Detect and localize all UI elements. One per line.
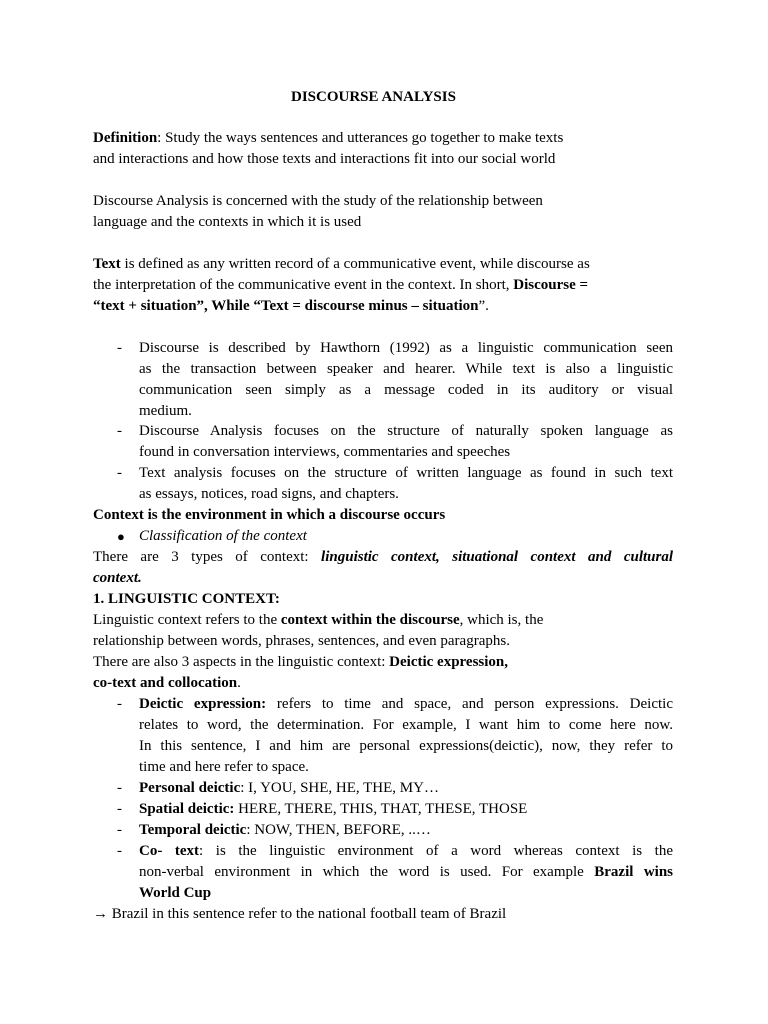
bullet-dash: - bbox=[117, 465, 122, 481]
deictic-line-1: Deictic expression: refers to time and space, and person expressions. Deictic bbox=[139, 696, 673, 712]
bullet-1-line-2: as the transaction between speaker and hearer. While text is also a linguistic bbox=[139, 361, 673, 377]
concern-line-2: language and the contexts in which it is used bbox=[93, 214, 362, 230]
arrow-note: → Brazil in this sentence refer to the national football team of Brazil bbox=[93, 906, 507, 922]
definition-line-2: and interactions and how those texts and interactions fit into our social world bbox=[93, 151, 556, 167]
right-arrow-icon: → bbox=[93, 906, 108, 922]
personal-deictic-item: Personal deictic: I, YOU, SHE, HE, THE, MY… bbox=[139, 780, 439, 796]
definition-label: Definition bbox=[93, 130, 158, 146]
bullet-1-line-1: Discourse is described by Hawthorn (1992) as a linguistic communication seen bbox=[139, 340, 673, 356]
temporal-deictic-item: Temporal deictic: NOW, THEN, BEFORE, ..… bbox=[139, 822, 431, 838]
linguistic-line-3: There are also 3 aspects in the linguistic context: Deictic expression, bbox=[93, 654, 509, 670]
text-def-line-2: the interpretation of the communicative event in the context. In short, Discourse = bbox=[93, 277, 589, 293]
bullet-dash: - bbox=[117, 822, 122, 838]
bullet-dash: - bbox=[117, 843, 122, 859]
classification-item: Classification of the context bbox=[139, 528, 307, 544]
cotext-line-2: non-verbal environment in which the word is used. For example Brazil wins bbox=[139, 864, 673, 880]
round-bullet: ● bbox=[117, 529, 125, 544]
text-def-line-1: Text is defined as any written record of a communicative event, while discourse as bbox=[93, 256, 590, 272]
cotext-line-3: World Cup bbox=[139, 885, 212, 901]
bullet-3-line-1: Text analysis focuses on the structure of written language as found in such text bbox=[139, 465, 673, 481]
context-heading: Context is the environment in which a discourse occurs bbox=[93, 507, 446, 523]
types-line-2: context. bbox=[93, 570, 142, 586]
concern-line-1: Discourse Analysis is concerned with the study of the relationship between bbox=[93, 193, 543, 209]
linguistic-line-1: Linguistic context refers to the context within the discourse, which is, the bbox=[93, 612, 544, 628]
bullet-dash: - bbox=[117, 696, 122, 712]
spatial-deictic-item: Spatial deictic: HERE, THERE, THIS, THAT, THESE, THOSE bbox=[139, 801, 528, 817]
bullet-1-line-4: medium. bbox=[139, 403, 192, 419]
definition-line-1: Definition: Study the ways sentences and utterances go together to make texts bbox=[93, 130, 564, 146]
deictic-line-3: In this sentence, I and him are personal expressions(deictic), now, they refer to bbox=[139, 738, 673, 754]
bullet-2-line-1: Discourse Analysis focuses on the structure of naturally spoken language as bbox=[139, 423, 673, 439]
bullet-dash: - bbox=[117, 423, 122, 439]
bullet-dash: - bbox=[117, 340, 122, 356]
bullet-3-line-2: as essays, notices, road signs, and chapters. bbox=[139, 486, 399, 502]
page-title: DISCOURSE ANALYSIS bbox=[291, 89, 456, 105]
bullet-2-line-2: found in conversation interviews, commentaries and speeches bbox=[139, 444, 511, 460]
bullet-1-line-3: communication seen simply as a message coded in its auditory or visual bbox=[139, 382, 673, 398]
cotext-line-1: Co- text: is the linguistic environment of a word whereas context is the bbox=[139, 843, 673, 859]
bullet-dash: - bbox=[117, 801, 122, 817]
bullet-dash: - bbox=[117, 780, 122, 796]
types-line-1: There are 3 types of context: linguistic context, situational context and cultural bbox=[93, 549, 673, 565]
linguistic-heading: 1. LINGUISTIC CONTEXT: bbox=[93, 591, 280, 607]
linguistic-line-4: co-text and collocation. bbox=[93, 675, 241, 691]
text-def-line-3: “text + situation”, While “Text = discourse minus – situation”. bbox=[93, 298, 489, 314]
deictic-line-4: time and here refer to space. bbox=[139, 759, 309, 775]
linguistic-line-2: relationship between words, phrases, sentences, and even paragraphs. bbox=[93, 633, 510, 649]
deictic-line-2: relates to word, the determination. For example, I want him to come here now. bbox=[139, 717, 673, 733]
